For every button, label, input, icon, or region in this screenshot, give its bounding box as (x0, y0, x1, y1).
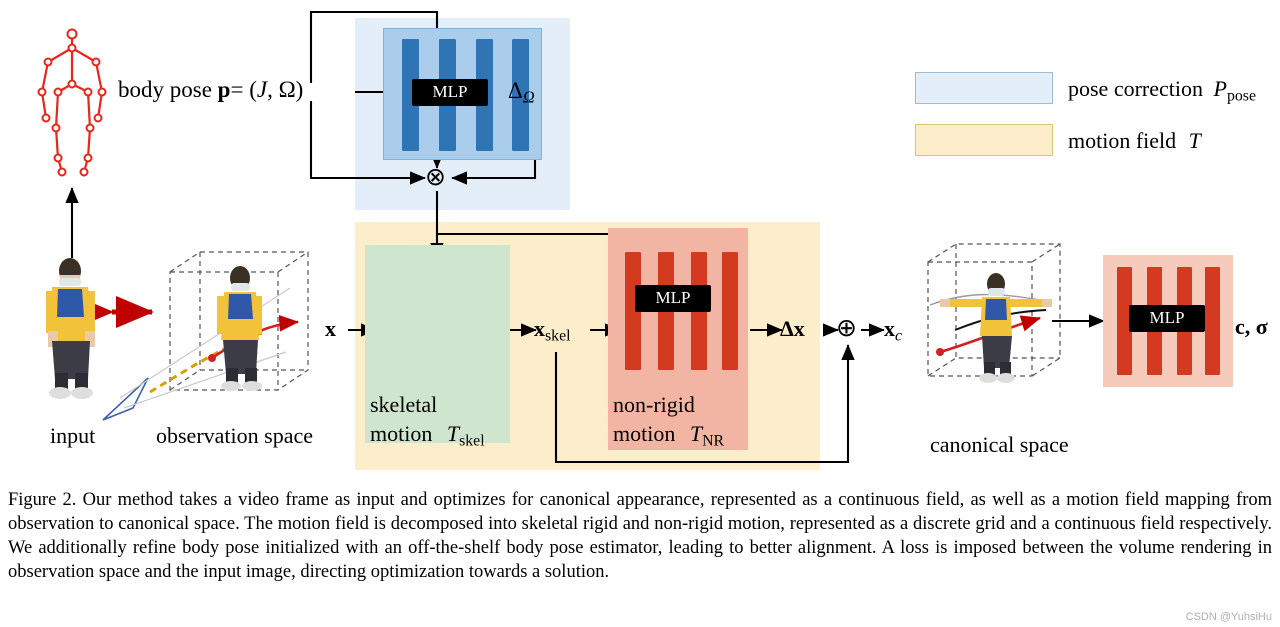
x-c-subscript: c (895, 327, 903, 345)
input-label: input (50, 423, 96, 448)
body-pose-text: body pose (118, 77, 212, 102)
body-pose-label (118, 77, 303, 103)
skeletal-motion-symbol: T (446, 421, 460, 446)
observation-space-label: observation space (156, 423, 313, 448)
skeletal-motion-label-1: skeletal (370, 392, 438, 417)
oplus-operator: ⊕ (836, 315, 857, 342)
body-pose-omega: Ω (278, 77, 296, 102)
x-label: x (325, 316, 336, 341)
caption-label: Figure 2. (8, 490, 77, 510)
skeletal-motion-symbol-sub: skel (459, 432, 485, 450)
pose-mlp-chip: MLP (412, 79, 488, 106)
nonrigid-symbol: T (689, 421, 703, 446)
nonrigid-label-1: non-rigid (613, 392, 695, 417)
legend-motion-text: motion field (1068, 128, 1177, 153)
input-person-image (22, 255, 122, 400)
caption-text: Our method takes a video frame as input and optimizes for canonical appearance, represented as a continuous field, as well as a motion field mapping from observation to canonical space. The motion field is decomposed into skeletal rigid and non-rigid motion, represented as a discrete grid and a continuous field respectively. We additionally refine body pose initialized with an off-the-shelf body pose estimator, leading to better alignment. A loss is imposed between the volume rendering in observation space and the input image, directing optimization towards a solution. (8, 490, 1272, 583)
skeletal-motion-word: motion (370, 421, 433, 446)
body-pose-J: J (256, 77, 268, 102)
x-skel-subscript: skel (545, 327, 571, 345)
canonical-stripe-4 (1205, 267, 1220, 375)
figure-caption (8, 488, 1272, 584)
nonrigid-mlp-chip: MLP (635, 285, 711, 312)
legend-pose-symbol-sub: pose (1226, 87, 1256, 105)
legend-motion-symbol: T (1188, 128, 1201, 153)
legend-pose-symbol: P (1213, 76, 1227, 101)
x-c-label (884, 316, 902, 345)
nonrigid-symbol-sub: NR (702, 432, 725, 450)
observation-person-image (198, 262, 288, 392)
skeletal-motion-label-2 (370, 421, 485, 450)
legend-motion-label (1068, 128, 1201, 154)
body-pose-comma: , (267, 77, 279, 102)
nonrigid-label-2 (613, 421, 724, 450)
canonical-space-label: canonical space (930, 432, 1069, 457)
delta-omega-symbol: Δ (508, 78, 523, 103)
x-skel-label (534, 316, 571, 345)
delta-x-label: Δx (780, 316, 805, 341)
delta-omega-subscript: Ω (522, 87, 535, 107)
legend-swatch-motion (915, 124, 1053, 156)
otimes-operator: ⊗ (425, 164, 446, 191)
legend-pose-label (1068, 76, 1256, 105)
x-c-symbol: x (884, 316, 895, 341)
watermark: CSDN @YuhsiHu (1185, 611, 1272, 623)
canonical-mlp-chip: MLP (1129, 305, 1205, 332)
body-pose-eq: = ( (230, 77, 257, 102)
c-sigma-label: c, σ (1235, 314, 1268, 339)
delta-omega-label (508, 78, 535, 108)
legend-pose-text: pose correction (1068, 76, 1203, 101)
body-pose-p: p (217, 77, 231, 102)
canonical-mlp-block (1103, 255, 1233, 387)
canonical-person-image (938, 264, 1058, 384)
nonrigid-stripe-4 (722, 252, 738, 370)
body-pose-close: ) (295, 77, 304, 102)
legend-swatch-pose (915, 72, 1053, 104)
nonrigid-word: motion (613, 421, 676, 446)
x-skel-symbol: x (534, 316, 545, 341)
